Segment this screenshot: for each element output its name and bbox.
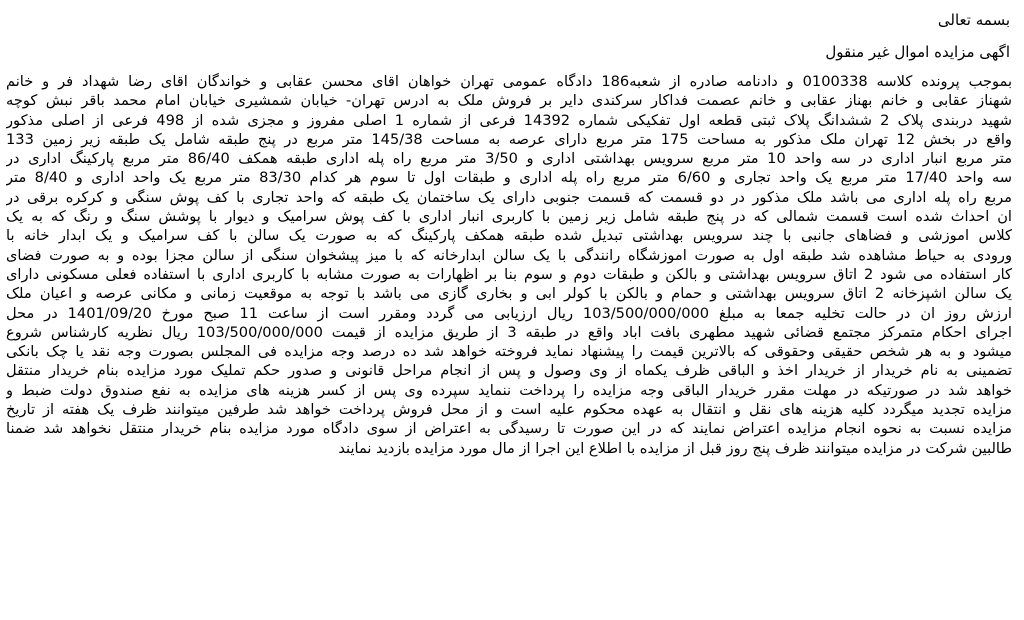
notice-title: اگهی مزایده اموال غیر منقول — [825, 43, 1010, 61]
body-line-18: مزایده تجدید میگردد کلیه هزینه های نقل و انتقال به عهده محکوم علیه است و از محل فروش پرداخت خواهد شد طرفین میتوانند ظرف یک هفته از تاریخ — [6, 401, 1012, 419]
auction-notice-document — [6, 6, 1016, 614]
body-line-19: مزایده نسبت به نحوه انجام مزایده اعتراض نمایند که در این صورت تا رسیدگی به اعتراض از سوی دادگاه مورد مزایده بنام خریدار منتقل نخواهد شد ضمنا — [6, 420, 1012, 438]
body-line-17: خواهد شد در صورتیکه در مهلت مقرر خریدار الباقی وجه مزایده را پرداخت ننماید سپرده وی پس از کسر هزینه های مزایده به نفع صندوق دولت ضبط و — [6, 381, 1012, 399]
body-line-15: میشود و به هر شخص حقیقی وحقوقی که بالاترین قیمت را پیشنهاد نماید فروخته خواهد شد ده درصد وجه مزایده فی المجلس بصورت وجه نقد یا چک بانکی — [6, 343, 1012, 361]
body-line-11: کار استفاده می شود 2 اتاق سرویس بهداشتی و بالکن و طبقات دوم و سوم بنا بر اظهارات به صورت مشابه با کاربری اداری با استفاده فعلی مسکونی دارای — [6, 265, 1012, 283]
body-line-5: متر مربع انبار اداری در سه واحد 10 متر مربع سرویس بهداشتی اداری و 3/50 متر مربع راه پله اداری طبقه همکف 86/40 متر مربع پارکینگ اداری در — [6, 150, 1012, 168]
notice-body — [6, 72, 1016, 458]
body-line-1: بموجب پرونده کلاسه 0100338 و دادنامه صادره از شعبه186 دادگاه عمومی تهران خواهان اقای محسن عقابی و خواندگان اقای رضا شهداد فر و خانم — [6, 73, 1012, 90]
body-line-7: مربع راه پله اداری می باشد ملک مذکور در دو قسمت که قسمت جنوبی دارای یک ساختمان یک طبقه که واحد تجاری با کف پوش سنگی و کرکره برقی در — [6, 188, 1012, 206]
body-line-10: ورودی به حیاط مشاهده شد طبقه اول به صورت اموزشگاه رانندگی با یک سالن ابدارخانه که با میز پیشخوان سنگی از سالن مجزا بوده و به صورت فضای — [6, 246, 1012, 264]
body-line-13: ارزش روز ان در حالت تخلیه جمعا به مبلغ 103/500/000/000 ریال ارزیابی می گردد ومقرر است از ساعت 11 صبح مورخ 1401/09/20 در محل — [6, 304, 1012, 322]
body-line-14: اجرای احکام متمرکز مجتمع قضائی شهید مطهری بافت اباد واقع در طبقه 3 از طریق مزایده از قیمت 103/500/000/000 ریال نظریه کارشناس شروع — [6, 323, 1012, 341]
body-line-6: سه واحد 17/40 متر مربع یک واحد تجاری و 6/60 متر مربع راه پله اداری و طبقات اول تا سوم هر کدام 83/30 متر مربع یک واحد اداری و 8/40 متر — [6, 169, 1012, 187]
body-line-20: طالبین شرکت در مزایده میتوانند ظرف پنج روز قبل از مزایده با اطلاع این اجرا از مال مورد مزایده بازدید نمایند — [338, 439, 1012, 457]
body-line-9: کلاس اموزشی و فضاهای جانبی با چند سرویس بهداشتی تبدیل شده طبقه همکف پارکینگ که به صورت یک سالن با کف سرامیک و یک ابدار خانه با — [6, 227, 1012, 245]
body-line-16: تضمینی به نام خریدار از خریدار اخذ و الباقی ظرف یکماه از وی وصول و پس از انجام مراحل قانونی و صدور حکم تملیک مورد مزایده بنام خریدار منتقل — [6, 362, 1012, 380]
body-line-2: شهناز عقابی و خانم بهناز عقابی و خانم عصمت فداکار سرکندی دایر بر فروش ملک به ادرس تهران- خیابان شمشیری خیابان امام محمد باقر نبش کوچه — [6, 92, 1012, 110]
body-line-8: ان احداث شده است قسمت شمالی که در پنج طبقه شامل زیر زمین با کاربری انبار اداری با کف پوش سرامیک و دیوار با پوشش سنگ و رنگ که به یک — [6, 208, 1012, 226]
body-line-4: واقع در بخش 12 تهران ملک مذکور به مساحت 175 متر مربع دارای عرصه به مساحت 145/38 متر مربع در پنج طبقه شامل یک طبقه زیر زمین 133 — [6, 130, 1012, 148]
body-line-12: یک سالن اشپزخانه 2 اتاق سرویس بهداشتی و حمام و بالکن با کولر ابی و بخاری گازی می باشد با توجه به موقعیت زمانی و مکانی عرصه و اعیان ملک — [6, 285, 1012, 303]
invocation-heading: بسمه تعالی — [937, 11, 1010, 29]
body-line-3: شهید دربندی پلاک 2 ششدانگ پلاک ثبتی قطعه اول تفکیکی شماره 14392 فرعی از شماره 1 اصلی مفروز و مجزی شده از 498 فرعی از اصلی مذکور — [6, 111, 1012, 129]
